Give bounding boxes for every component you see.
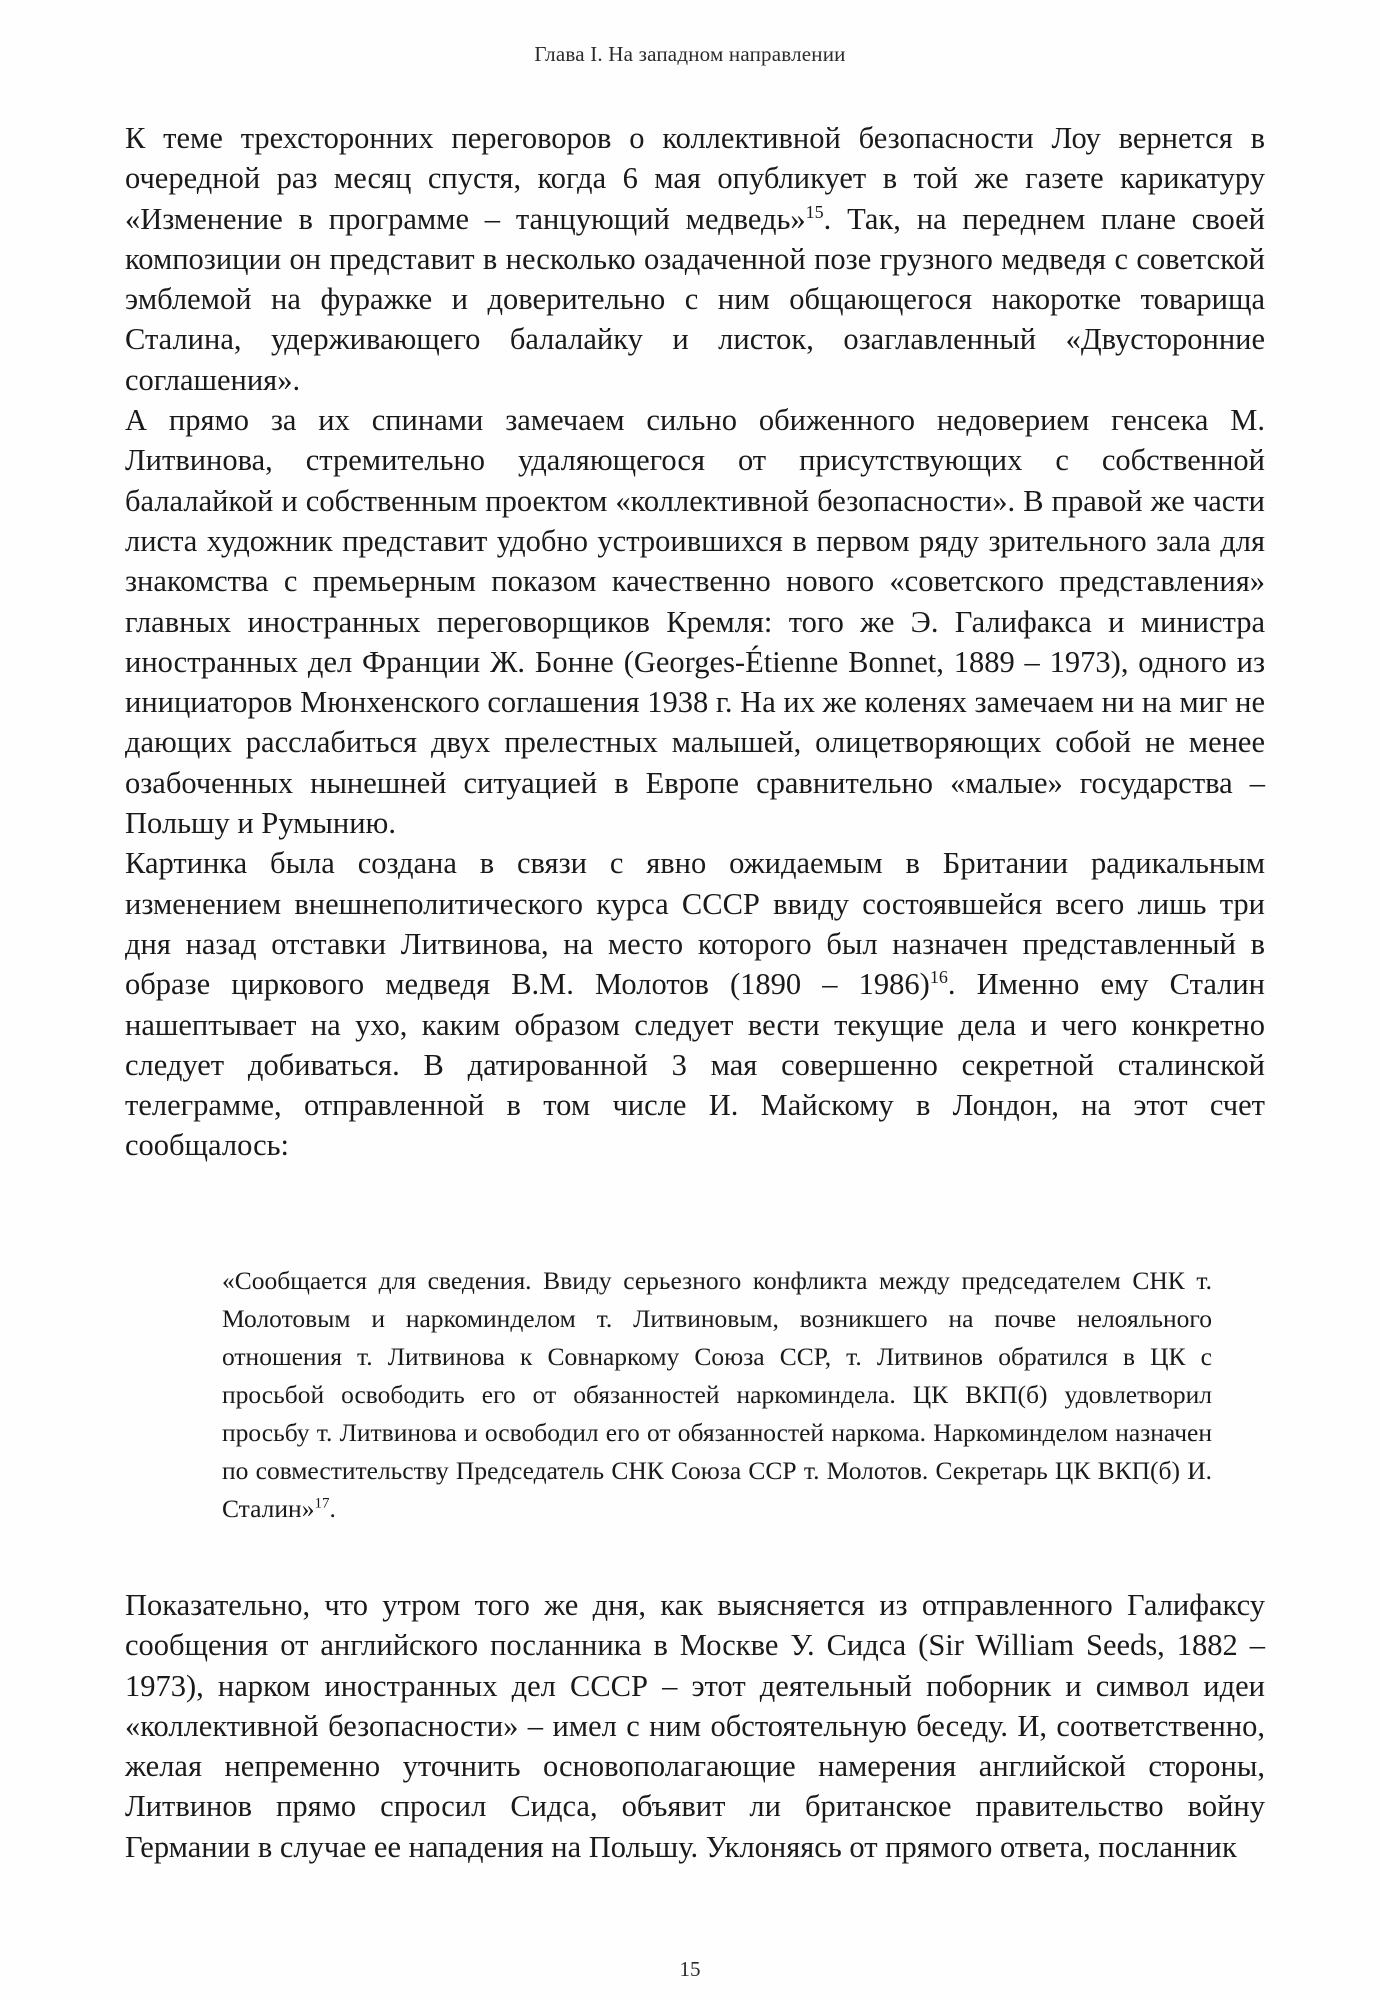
block-quote — [222, 1262, 1212, 1528]
paragraph-3 — [125, 843, 1265, 1165]
main-text — [125, 118, 1265, 1166]
page-number: 15 — [679, 1957, 701, 1981]
quote-end: . — [329, 1494, 336, 1523]
footnote-ref-17: 17 — [314, 1495, 330, 1512]
footnote-ref-16: 16 — [929, 967, 948, 988]
closing-text — [125, 1585, 1265, 1867]
paragraph-1-part-2: . Так, на переднем плане своей композиции он представит в несколько озадаченной позе грузного медведя с советской эмблемой на фуражке и доверительно с ним общающегося накоротке товарища Сталина, удерживающего балалайку и листок, озаглавленный «Двусторонние соглашения». — [125, 201, 1265, 397]
paragraph-2: А прямо за их спинами замечаем сильно обиженного недоверием генсека М. Литвинова, стремительно удаляющегося от присутствующих с собственной балалайкой и собственным проектом «коллективной безопасности». В правой же части листа художник представит удобно устроившихся в первом ряду зрительного зала для знакомства с премьерным показом качественно нового «советского представления» главных иностранных переговорщиков Кремля: того же Э. Галифакса и министра иностранных дел Франции Ж. Бонне (Georges-Étienne Bonnet, 1889 – 1973), одного из инициаторов Мюнхенского соглашения 1938 г. На их же коленях замечаем ни на миг не дающих расслабиться двух прелестных малышей, олицетворяющих собой не менее озабоченных нынешней ситуацией в Европе сравнительно «малые» государства – Польшу и Румынию. — [125, 403, 1265, 841]
quote-text: «Сообщается для сведения. Ввиду серьезного конфликта между председателем СНК т. Молотовым и наркоминделом т. Литвиновым, возникшего на почве нелояльного отношения т. Литвинова к Совнаркому Союза ССР, т. Литвинов обратился в ЦК с просьбой освободить его от обязанностей наркоминдела. ЦК ВКП(б) удовлетворил просьбу т. Литвинова и освободил его от обязанностей наркома. Наркоминделом назначен по совместительству Председатель СНК Союза ССР т. Молотов. Секретарь ЦК ВКП(б) И. Сталин» — [222, 1266, 1212, 1523]
paragraph-3-part-2: . Именно ему Сталин нашептывает на ухо, каким образом следует вести текущие дела и чего конкретно следует добиваться. В датированной 3 мая совершенно секретной сталинской телеграмме, отправленной в том числе И. Майскому в Лондон, на этот счет сообщалось: — [125, 967, 1265, 1163]
paragraph-1 — [125, 118, 1265, 400]
running-head: Глава I. На западном направлении — [534, 42, 846, 66]
paragraph-3-part-1: Картинка была создана в связи с явно ожидаемым в Британии радикальным изменением внешнеполитического курса СССР ввиду состоявшейся всего лишь три дня назад отставки Литвинова, на место которого был назначен представленный в образе циркового медведя В.М. Молотов (1890 – 1986) — [125, 846, 1265, 1002]
paragraph-1-part-1: К теме трехсторонних переговоров о коллективной безопасности Лоу вернется в очередной раз месяц спустя, когда 6 мая опубликует в той же газете карикатуру «Изменение в программе – танцующий медведь» — [125, 121, 1265, 236]
footnote-ref-15: 15 — [805, 201, 824, 222]
paragraph-4: Показательно, что утром того же дня, как выясняется из отправленного Галифаксу сообщения от английского посланника в Москве У. Сидса (Sir William Seeds, 1882 – 1973), нарком иностранных дел СССР – этот деятельный поборник и символ идеи «коллективной безопасности» – имел с ним обстоятельную беседу. И, соответственно, желая непременно уточнить основополагающие намерения английской стороны, Литвинов прямо спросил Сидса, объявит ли британское правительство войну Германии в случае ее нападения на Польшу. Уклоняясь от прямого ответа, посланник — [125, 1588, 1265, 1864]
